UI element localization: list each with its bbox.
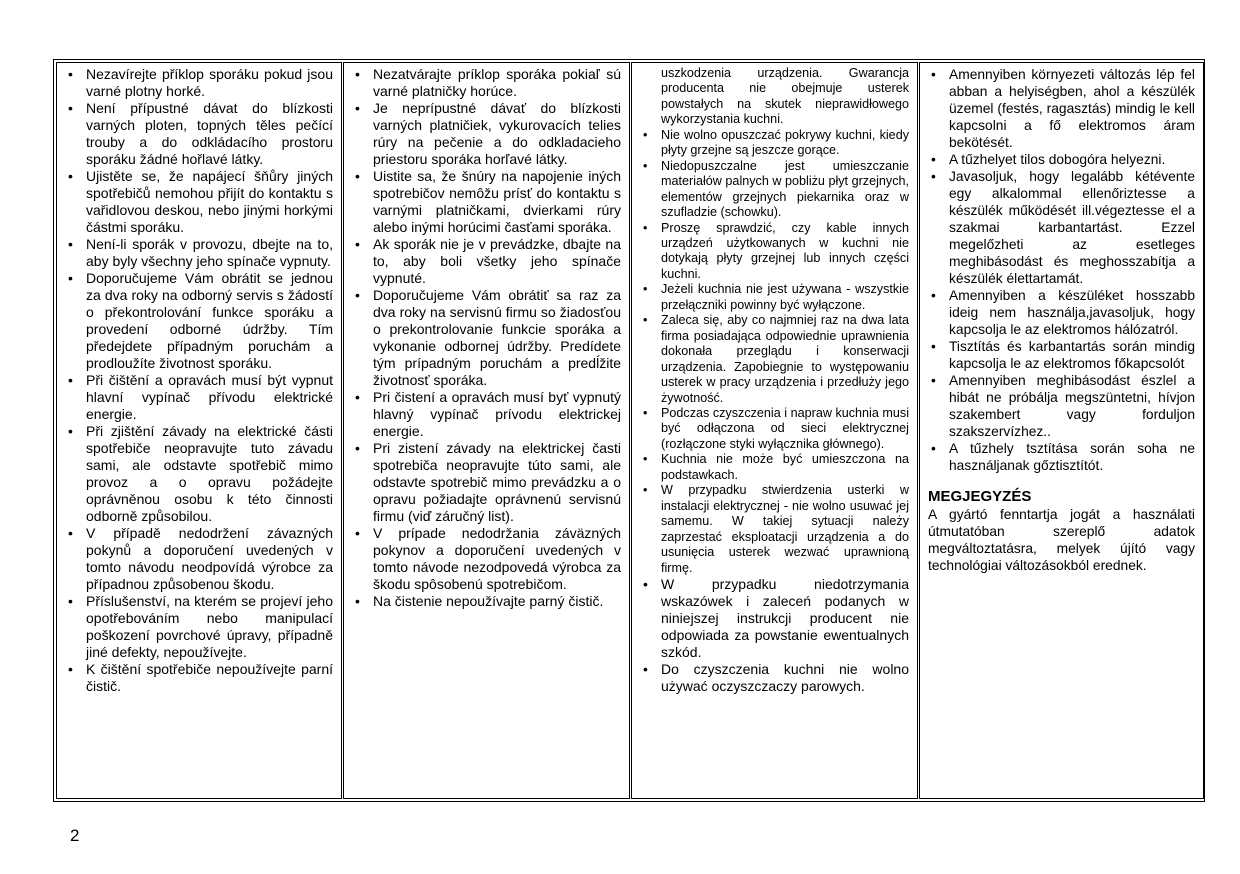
list-item: • Amennyiben a készüléket hosszabb ideig nem használja,javasoljuk, hogy kapcsolja le az elektromos hálózatról. xyxy=(928,287,1195,338)
list-item: • Není přípustné dávat do blízkosti varných ploten, topných těles pečící trouby a do odkládacího prostoru sporáku žádné hořlavé látky. xyxy=(65,100,333,168)
list-item: • Není-li sporák v provozu, dbejte na to, aby byly všechny jeho spínače vypnuty. xyxy=(65,236,333,270)
column-hungarian xyxy=(919,62,1204,799)
column-polish xyxy=(631,62,918,799)
list-item: • A tűzhely tsztítása során soha ne használjanak gőztisztítót. xyxy=(928,440,1195,474)
column-czech xyxy=(56,62,342,799)
polish-instruction-list xyxy=(640,128,909,695)
list-item: • Uistite sa, že šnúry na napojenie iných spotrebičov nemôžu prísť do kontaktu s varnými platničkami, dvierkami rúry alebo inými horúcimi časťami sporáka. xyxy=(352,168,621,236)
list-item: • Nezavírejte příklop sporáku pokud jsou varné plotny horké. xyxy=(65,66,333,100)
list-item: • A tűzhelyet tilos dobogóra helyezni. xyxy=(928,151,1195,168)
continued-paragraph: uszkodzenia urządzenia. Gwarancja producenta nie obejmuje usterek powstałych na skutek nieprawidłowego wykorzystania kuchni. xyxy=(661,66,909,127)
list-item: • V případě nedodržení závazných pokynů a doporučení uvedených v tomto návodu neodpovídá výrobce za případnou způsobenou škodu. xyxy=(65,525,333,593)
list-item: • Proszę sprawdzić, czy kable innych urządzeń użytkowanych w kuchni nie dotykają płyty grzejnej lub innych części kuchni. xyxy=(640,221,909,283)
list-item: • Doporučujeme Vám obrátiť sa raz za dva roky na servisnú firmu so žiadosťou o prekontrolovanie funkcie sporáka a vykonanie odbornej údržby. Predídete tým prípadným poruchám a predĺžite životnosť sporáka. xyxy=(352,287,621,389)
page-number: 2 xyxy=(70,826,80,845)
list-item: • Nezatvárajte príklop sporáka pokiaľ sú varné platničky horúce. xyxy=(352,66,621,100)
list-item: • Nie wolno opuszczać pokrywy kuchni, kiedy płyty grzejne są jeszcze gorące. xyxy=(640,128,909,159)
czech-instruction-list xyxy=(65,66,333,695)
list-item: • W przypadku stwierdzenia usterki w instalacji elektrycznej - nie wolno usuwać jej samemu. W takiej sytuacji należy zaprzestać eksploatacji urządzenia a do usunięcia usterek wezwać uprawnioną firmę. xyxy=(640,483,909,576)
hungarian-instruction-list xyxy=(928,66,1195,474)
list-item: • K čištění spotřebiče nepoužívejte parní čistič. xyxy=(65,661,333,695)
slovak-instruction-list xyxy=(352,66,621,610)
list-item: • Při čištění a opravách musí být vypnut hlavní vypínač přívodu elektrické energie. xyxy=(65,372,333,423)
list-item: • Do czyszczenia kuchni nie wolno używać oczyszczaczy parowych. xyxy=(640,661,909,695)
list-item: • W przypadku niedotrzymania wskazówek i zaleceń podanych w niniejszej instrukcji producent nie odpowiada za powstanie ewentualnych szkód. xyxy=(640,576,909,661)
list-item: • Tisztítás és karbantartás során mindig kapcsolja le az elektromos főkapcsolót xyxy=(928,338,1195,372)
list-item: • Doporučujeme Vám obrátit se jednou za dva roky na odborný servis s žádostí o překontrolování funkce sporáku a provedení odborné údržby. Tím předejdete případným poruchám a prodloužíte životnost sporáku. xyxy=(65,270,333,372)
list-item: • Podczas czyszczenia i napraw kuchnia musi być odłączona od sieci elektrycznej (rozłączone styki wyłącznika głównego). xyxy=(640,406,909,452)
list-item: • Příslušenství, na kterém se projeví jeho opotřebováním nebo manipulací poškození povrchové úpravy, případně jiné defekty, nepoužívejte. xyxy=(65,593,333,661)
list-item: • Pri čistení a opravách musí byť vypnutý hlavný vypínač prívodu elektrickej energie. xyxy=(352,389,621,440)
list-item: • V prípade nedodržania záväzných pokynov a doporučení uvedených v tomto návode nezodpovedá výrobca za škodu spôsobenú spotrebičom. xyxy=(352,525,621,593)
note-heading: MEGJEGYZÉS xyxy=(928,488,1032,505)
list-item: • Kuchnia nie może być umieszczona na podstawkach. xyxy=(640,452,909,483)
list-item: • Pri zistení závady na elektrickej časti spotrebiča neopravujte túto sami, ale odstavte spotrebič mimo prevádzku a o opravu požiadajte oprávnenú servisnú firmu (viď záručný list). xyxy=(352,440,621,525)
note-text: A gyártó fenntartja jogát a használati útmutatóban szereplő adatok megváltoztatásra, melyek újító vagy technológiai változásokból erednek. xyxy=(928,507,1195,573)
list-item: • Ak sporák nie je v prevádzke, dbajte na to, aby boli všetky jeho spínače vypnuté. xyxy=(352,236,621,287)
list-item: • Ujistěte se, že napájecí šňůry jiných spotřebičů nemohou přijít do kontaktu s vařidlovou deskou, nebo jinými horkými částmi sporáku. xyxy=(65,168,333,236)
list-item: • Na čistenie nepoužívajte parný čistič. xyxy=(352,593,621,610)
list-item: • Je neprípustné dávať do blízkosti varných platničiek, vykurovacích telies rúry na pečenie a do odkladacieho priestoru sporáka horľavé látky. xyxy=(352,100,621,168)
list-item: • Amennyiben meghibásodást észlel a hibát ne próbálja megszüntetni, hívjon szakembert vagy forduljon szakszervízhez.. xyxy=(928,372,1195,440)
list-item: • Jeżeli kuchnia nie jest używana - wszystkie przełączniki powinny być wyłączone. xyxy=(640,282,909,313)
language-columns xyxy=(56,62,1202,799)
list-item: • Niedopuszczalne jest umieszczanie materiałów palnych w pobliżu płyt grzejnych, elementów grzejnych piekarnika oraz w szufladzie (schowku). xyxy=(640,159,909,221)
column-slovak xyxy=(343,62,630,799)
safety-instructions-table xyxy=(53,59,1205,802)
list-item: • Javasoljuk, hogy legalább kétévente egy alkalommal ellenőriztesse a készülék működését ill.végeztesse el a szakmai karbantartást. Ezzel megelőzheti az esetleges meghibásodást és meghosszabítja a készülék élettartamát. xyxy=(928,168,1195,287)
list-item: • Amennyiben környezeti változás lép fel abban a helyiségben, ahol a készülék üzemel (festés, ragasztás) mindig le kell kapcsolni a fő elektromos áram bekötését. xyxy=(928,66,1195,151)
list-item: • Při zjištění závady na elektrické části spotřebiče neopravujte tuto závadu sami, ale odstavte spotřebič mimo provoz a o opravu požádejte oprávněnou osobu k této činnosti odborně způsobilou. xyxy=(65,423,333,525)
list-item: • Zaleca się, aby co najmniej raz na dwa lata firma posiadająca odpowiednie uprawnienia dokonała przeglądu i konserwacji urządzenia. Zapobiegnie to występowaniu usterek w pracy urządzenia i przedłuży jego żywotność. xyxy=(640,313,909,406)
